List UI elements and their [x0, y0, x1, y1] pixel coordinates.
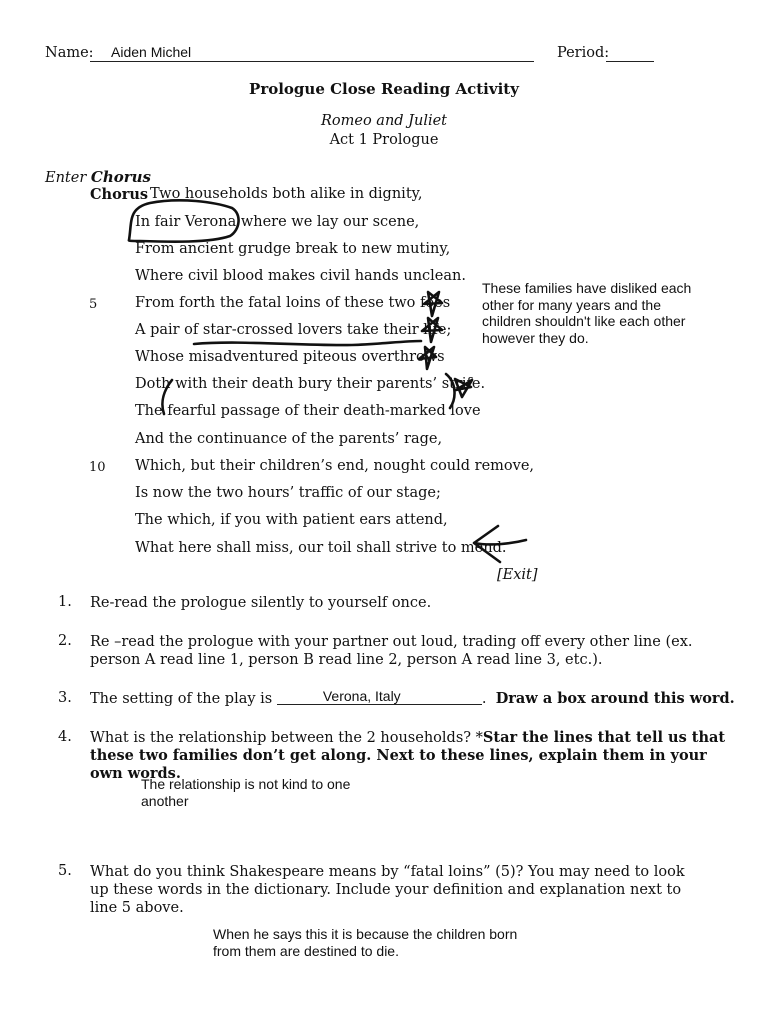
poem-line-7: Whose misadventured piteous overthrows [135, 349, 445, 365]
question-5-answer[interactable]: When he says this it is because the children born from them are destined to die. [213, 926, 518, 959]
speaker-label: Chorus [90, 186, 149, 203]
question-1-number: 1. [58, 594, 72, 610]
poem-line-12: Is now the two hours’ traffic of our stage; [135, 485, 441, 501]
question-2-text: Re –read the prologue with your partner out loud, trading off every other line (ex. person A read line 1, person B read line 2, person A read line 3, etc.). [90, 634, 693, 668]
act-title: Act 1 Prologue [329, 132, 439, 148]
line-number-5: 5 [89, 297, 98, 312]
question-4-number: 4. [58, 729, 72, 745]
underline-star-crossed [194, 341, 421, 345]
enter-chorus: Chorus [90, 168, 151, 186]
question-5-text: What do you think Shakespeare means by “fatal loins” (5)? You may need to look up these words in the dictionary. Include your definition and explanation next to line 5 above. [90, 864, 685, 916]
poem-line-10: And the continuance of the parents’ rage, [135, 431, 443, 447]
question-4-text: What is the relationship between the 2 households? * [90, 730, 483, 746]
question-4 [90, 729, 730, 783]
question-1-text: Re-read the prologue silently to yourself once. [90, 595, 432, 611]
question-3-number: 3. [58, 690, 72, 706]
question-3-text: The setting of the play is [90, 691, 277, 707]
question-4-answer[interactable]: The relationship is not kind to one another [141, 776, 351, 809]
question-2-number: 2. [58, 633, 72, 649]
poem-line-6: A pair of star-crossed lovers take their life; [135, 322, 452, 338]
poem-line-2: In fair Verona where we lay our scene, [135, 214, 420, 230]
poem-line-4: Where civil blood makes civil hands unclean. [135, 268, 466, 284]
stage-direction-enter [45, 168, 151, 186]
poem-line-11: Which, but their children’s end, nought could remove, [135, 458, 535, 474]
enter-word: Enter [45, 170, 91, 186]
margin-note-answer[interactable]: These families have disliked each other for many years and the children shouldn't like each other however they do. [482, 280, 692, 346]
name-label: Name: [45, 45, 94, 61]
question-3-instruction: Draw a box around this word. [495, 690, 735, 707]
question-3-answer[interactable]: Verona, Italy [322, 688, 401, 704]
poem-line-3: From ancient grudge break to new mutiny, [135, 241, 451, 257]
stage-direction-exit: [Exit] [497, 567, 538, 583]
play-title: Romeo and Juliet [320, 113, 448, 129]
page-title: Prologue Close Reading Activity [249, 80, 519, 98]
name-underline [90, 61, 534, 62]
poem-line-9: The fearful passage of their death-marked love [135, 403, 481, 419]
poem-line-13: The which, if you with patient ears attend, [135, 512, 448, 528]
question-3-period: . [481, 691, 487, 707]
name-field[interactable]: Aiden Michel [111, 44, 192, 60]
question-4-instruction: Star the lines that tell us that these two families don’t get along. Next to these lines, explain them in your own words. [90, 729, 726, 782]
line-number-10: 10 [89, 460, 106, 475]
period-field[interactable] [606, 61, 654, 62]
period-label: Period: [557, 45, 610, 61]
poem-line-5: From forth the fatal loins of these two foes [135, 295, 451, 311]
question-5-number: 5. [58, 863, 72, 879]
poem-line-8: Doth with their death bury their parents’ strife. [135, 376, 486, 392]
poem-line-1: Two households both alike in dignity, [150, 186, 423, 202]
poem-line-14: What here shall miss, our toil shall strive to mend. [135, 540, 507, 556]
question-3-answer-field[interactable] [277, 690, 482, 705]
question-3 [90, 688, 735, 708]
